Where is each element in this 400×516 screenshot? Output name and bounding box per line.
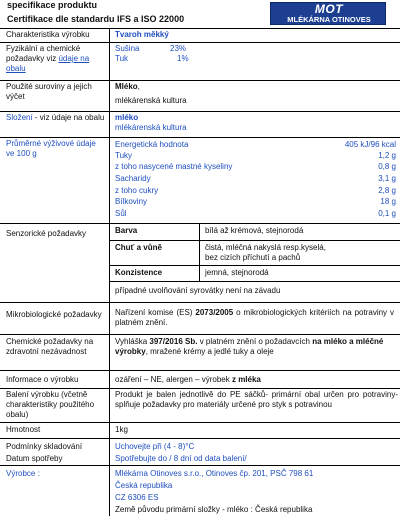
info-text-part: ozáření – NE, alergen – výrobek [115, 375, 230, 384]
dry-matter [115, 44, 396, 54]
dry-matter-value: 23% [170, 44, 187, 53]
document-subtitle: Certifikace dle standardu IFS a ISO 22000 [7, 14, 185, 24]
logo-name: MLÉKÁRNA OTINOVES [287, 15, 371, 24]
sensory-note: případné uvolňování syrovátky není na závadu [115, 286, 281, 295]
composition-item: mléko [115, 113, 139, 122]
row-label: Průměrné výživové údaje ve 100 g [0, 137, 110, 223]
consistency-value: jemná, stejnorodá [205, 268, 269, 277]
nutrient-value: 0,8 g [378, 162, 396, 171]
micro-text-part: o mikrobiologických kritériích na potraviny v platném znění. [115, 308, 394, 327]
physchem-values [110, 42, 400, 80]
health-text-part: Vyhláška [115, 337, 148, 346]
regulation-number: 2073/2005 [195, 308, 234, 317]
row-label: Balení výrobku (včetně charakteristiky použitého obalu) [0, 388, 110, 422]
document-title: specifikace produktu [7, 0, 98, 10]
row-producer [0, 465, 400, 516]
health-text [110, 334, 400, 370]
weight-value: 1kg [115, 425, 128, 434]
expiry-label: Datum spotřeby [6, 454, 63, 463]
nutrient-name: Sůl [115, 209, 127, 218]
micro-text-part: Nařízení komise (ES) [115, 308, 193, 317]
producer-approval-number: CZ 6306 ES [115, 493, 159, 502]
composition-values [110, 111, 400, 137]
nutrition-row [115, 151, 396, 161]
nutrient-name: Energetická hodnota [115, 140, 189, 149]
row-label [0, 42, 110, 80]
row-label: Charakteristika výrobku [0, 28, 110, 42]
composition-label-rest: - viz údaje na obalu [32, 113, 105, 122]
row-label: Informace o výrobku [0, 370, 110, 388]
row-label: Senzorické požadavky [0, 223, 110, 302]
divider [110, 281, 400, 282]
divider [110, 265, 400, 266]
nutrition-row [115, 186, 396, 196]
sensory-table [110, 223, 400, 302]
fat-label: Tuk [115, 54, 129, 63]
info-text [110, 370, 400, 388]
nutrient-value: 1,2 g [378, 151, 396, 160]
consistency-label: Konzistence [115, 268, 163, 277]
nutrition-row [115, 209, 396, 219]
product-name: Tvaroh měkký [115, 30, 169, 39]
origin-statement: Země původu primární složky - mléko : Česká republika [115, 505, 313, 514]
storage-label: Podmínky skladování [6, 442, 83, 451]
nutrient-value: 18 g [380, 197, 396, 206]
micro-text [110, 302, 400, 334]
packaging-link[interactable]: obalu [6, 64, 26, 73]
row-micro [0, 302, 400, 334]
nutrient-name: Sacharidy [115, 174, 151, 183]
nutrient-value: 405 kJ/96 kcal [344, 140, 396, 149]
ingredient-item: mlékárenská kultura [115, 96, 187, 105]
expiry-value: Spotřebujte do / 8 dní od data balení/ [115, 454, 247, 463]
row-weight [0, 422, 400, 438]
row-label: Chemické požadavky na zdravotní nezávadnost [0, 334, 110, 370]
nutrient-name: z toho nasycené mastné kyseliny [115, 162, 233, 171]
row-info [0, 370, 400, 388]
taste-line: čistá, mléčná nakyslá resp.kyselá, [205, 243, 326, 252]
ingredient-separator: , [137, 82, 140, 91]
company-logo [270, 2, 386, 25]
color-label: Barva [110, 226, 200, 240]
row-label [0, 111, 110, 137]
storage-value: Uchovejte při (4 - 8)°C [115, 442, 195, 451]
row-characteristic [0, 28, 400, 42]
packaging-link[interactable]: údaje na [58, 54, 90, 63]
nutrition-table [110, 137, 400, 223]
health-text-part: v platném znění o požadavcích [199, 337, 310, 346]
nutrient-value: 0,1 g [378, 209, 396, 218]
composition-item: mlékárenská kultura [115, 123, 187, 132]
row-ingredients [0, 80, 400, 111]
color-value: bílá až krémová, stejnorodá [205, 226, 304, 235]
row-physchem [0, 42, 400, 80]
divider [110, 240, 400, 241]
logo-mark: MOT [314, 2, 344, 16]
nutrition-row [115, 197, 396, 207]
nutrient-name: Tuky [115, 151, 133, 160]
row-label: Mikrobiologické požadavky [0, 302, 110, 334]
label-line: Fyzikální a chemické [6, 44, 81, 53]
row-label: Hmotnost [0, 422, 110, 438]
taste-line: bez cizích příchutí a pachů [205, 253, 301, 262]
row-label: Výrobce : [0, 465, 110, 516]
row-health [0, 334, 400, 370]
producer-country: Česká republika [115, 481, 173, 490]
ingredients-values [110, 80, 400, 111]
health-text-part: , mražené krémy a jedlé tuky a oleje [145, 347, 274, 356]
row-storage [0, 438, 400, 465]
decree-number: 397/2016 Sb. [149, 337, 198, 346]
allergen-value: z mléka [231, 375, 261, 384]
nutrient-value: 2,8 g [378, 186, 396, 195]
nutrient-name: Bílkoviny [115, 197, 148, 206]
dry-matter-label: Sušina [115, 44, 140, 53]
label-line: požadavky viz [6, 54, 57, 63]
row-composition [0, 111, 400, 137]
nutrition-row [115, 174, 396, 184]
fat-value: 1% [177, 54, 189, 63]
row-sensory [0, 223, 400, 302]
taste-label: Chuť a vůně [115, 243, 162, 252]
fat [115, 54, 396, 64]
row-packaging [0, 388, 400, 422]
producer-info [110, 465, 400, 516]
spec-table [0, 28, 400, 516]
producer-address: Mlékárna Otinoves s.r.o., Otinoves čp. 201, PSČ 798 61 [115, 469, 314, 478]
taste-value [201, 243, 400, 263]
packaging-text: Produkt je balen jednotlivě do PE sáčků- primární obal určen pro potraviny- splňuje požadavky pro materiály určené pro styk s potravinou [115, 390, 398, 409]
storage-values [110, 438, 400, 465]
composition-label: Složení [6, 113, 33, 122]
nutrition-row [115, 162, 396, 172]
nutrient-value: 3,1 g [378, 174, 396, 183]
row-label: Použité suroviny a jejich výčet [0, 80, 110, 111]
row-label [0, 438, 110, 465]
row-nutrition [0, 137, 400, 223]
health-text-bold: na mléko a mléčné výrobky [115, 337, 384, 356]
nutrient-name: z toho cukry [115, 186, 159, 195]
nutrition-row [115, 140, 396, 150]
ingredient-item: Mléko [115, 82, 138, 91]
